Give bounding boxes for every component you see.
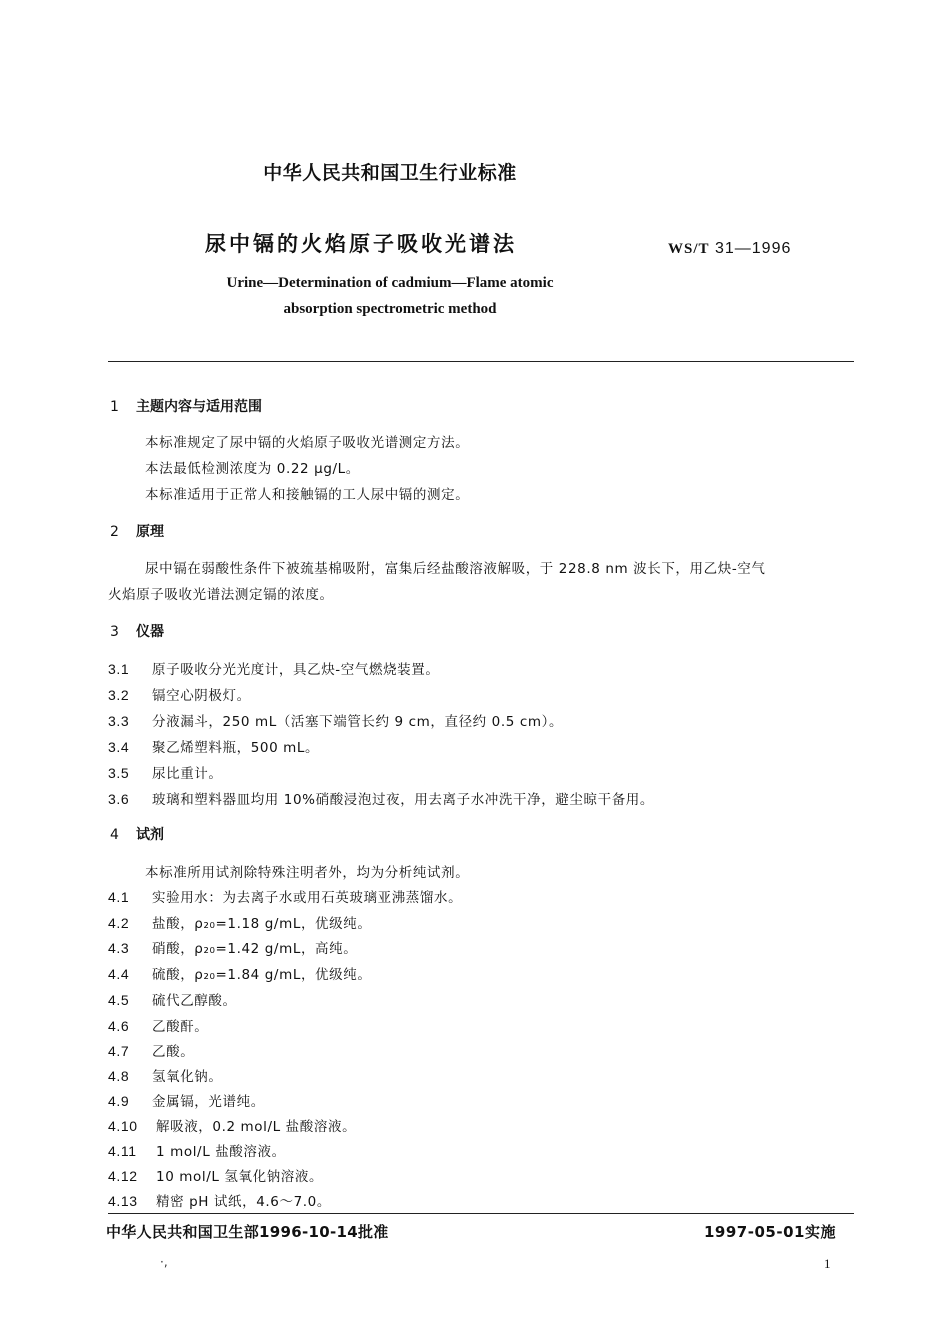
list-item — [108, 762, 223, 782]
list-item — [108, 788, 654, 808]
item-text: 聚乙烯塑料瓶，500 mL。 — [152, 740, 320, 756]
section-number: 2 — [110, 524, 119, 540]
section-title: 原理 — [136, 524, 164, 540]
item-number: 3.5 — [108, 765, 130, 781]
item-number: 4.7 — [108, 1043, 130, 1059]
section-number: 3 — [110, 624, 119, 640]
title-english-line2: absorption spectrometric method — [283, 301, 497, 317]
standard-code — [668, 240, 791, 258]
item-number: 4.10 — [108, 1118, 138, 1134]
item-number: 4.12 — [108, 1168, 138, 1184]
section-4-heading — [110, 824, 164, 844]
item-number: 3.2 — [108, 687, 130, 703]
list-item — [108, 1040, 194, 1060]
list-item — [108, 1140, 286, 1160]
page-number: 1 — [824, 1256, 831, 1271]
list-item — [108, 1190, 331, 1210]
item-text: 原子吸收分光光度计，具乙炔-空气燃烧装置。 — [152, 662, 440, 678]
approval-line: 中华人民共和国卫生部1996-10-14批准 — [106, 1223, 389, 1241]
standard-name: 中华人民共和国卫生行业标准 — [263, 162, 517, 184]
section-number: 4 — [110, 827, 119, 843]
item-number: 4.2 — [108, 915, 130, 931]
list-item — [108, 1090, 265, 1110]
item-number: 4.3 — [108, 940, 130, 956]
item-number: 3.1 — [108, 661, 130, 677]
item-number: 4.5 — [108, 992, 130, 1008]
list-item — [108, 1165, 323, 1185]
list-item — [108, 1115, 356, 1135]
header-divider — [108, 361, 854, 362]
footer-divider — [108, 1213, 854, 1214]
item-number: 3.3 — [108, 713, 130, 729]
item-number: 4.13 — [108, 1193, 138, 1209]
implementation-line: 1997-05-01实施 — [704, 1223, 836, 1241]
list-item — [108, 937, 357, 957]
paragraph: 火焰原子吸收光谱法测定镉的浓度。 — [108, 587, 334, 603]
item-text: 金属镉，光谱纯。 — [152, 1094, 265, 1110]
title-chinese: 尿中镉的火焰原子吸收光谱法 — [205, 232, 517, 256]
section-title: 试剂 — [136, 827, 164, 843]
section-3-heading — [110, 621, 164, 641]
list-item — [108, 684, 251, 704]
item-number: 3.6 — [108, 791, 130, 807]
scan-mark: ·, — [160, 1255, 168, 1269]
list-item — [108, 963, 371, 983]
list-item — [108, 989, 237, 1009]
list-item — [108, 736, 319, 756]
item-text: 硝酸，ρ₂₀=1.42 g/mL，高纯。 — [152, 941, 358, 957]
item-text: 解吸液，0.2 mol/L 盐酸溶液。 — [156, 1119, 357, 1135]
item-text: 尿比重计。 — [152, 766, 223, 782]
section-1-heading — [110, 396, 262, 416]
item-text: 10 mol/L 氢氧化钠溶液。 — [156, 1169, 324, 1185]
item-number: 4.9 — [108, 1093, 130, 1109]
list-item — [108, 886, 462, 906]
list-item — [108, 1065, 223, 1085]
list-item — [108, 912, 371, 932]
item-text: 镉空心阴极灯。 — [152, 688, 251, 704]
section-title: 主题内容与适用范围 — [136, 399, 262, 415]
standard-code-number: 31—1996 — [714, 240, 792, 257]
list-item — [108, 658, 439, 678]
item-text: 精密 pH 试纸，4.6～7.0。 — [156, 1194, 331, 1210]
item-number: 4.4 — [108, 966, 130, 982]
item-text: 分液漏斗，250 mL（活塞下端管长约 9 cm，直径约 0.5 cm）。 — [152, 714, 564, 730]
item-text: 乙酸酐。 — [152, 1019, 209, 1035]
paragraph: 本标准所用试剂除特殊注明者外，均为分析纯试剂。 — [145, 865, 470, 881]
item-number: 3.4 — [108, 739, 130, 755]
item-text: 乙酸。 — [152, 1044, 195, 1060]
paragraph: 本标准规定了尿中镉的火焰原子吸收光谱测定方法。 — [145, 435, 470, 451]
section-2-heading — [110, 521, 164, 541]
section-title: 仪器 — [136, 624, 164, 640]
item-text: 氢氧化钠。 — [152, 1069, 223, 1085]
item-text: 硫代乙醇酸。 — [152, 993, 237, 1009]
standard-code-prefix: WS/T — [668, 241, 710, 257]
item-number: 4.11 — [108, 1143, 137, 1159]
item-number: 4.1 — [108, 889, 130, 905]
list-item — [108, 710, 563, 730]
title-english-line1: Urine—Determination of cadmium—Flame atomic — [226, 275, 554, 291]
item-number: 4.6 — [108, 1018, 130, 1034]
item-text: 玻璃和塑料器皿均用 10%硝酸浸泡过夜，用去离子水冲洗干净，避尘晾干备用。 — [152, 792, 654, 808]
item-text: 硫酸，ρ₂₀=1.84 g/mL，优级纯。 — [152, 967, 372, 983]
list-item — [108, 1015, 208, 1035]
item-number: 4.8 — [108, 1068, 130, 1084]
paragraph: 本法最低检测浓度为 0.22 μg/L。 — [145, 461, 360, 477]
section-number: 1 — [110, 399, 119, 415]
item-text: 1 mol/L 盐酸溶液。 — [156, 1144, 286, 1160]
item-text: 盐酸，ρ₂₀=1.18 g/mL，优级纯。 — [152, 916, 372, 932]
paragraph: 本标准适用于正常人和接触镉的工人尿中镉的测定。 — [145, 487, 470, 503]
paragraph: 尿中镉在弱酸性条件下被巯基棉吸附，富集后经盐酸溶液解吸，于 228.8 nm 波长下，用乙炔-空气 — [145, 561, 766, 577]
item-text: 实验用水：为去离子水或用石英玻璃亚沸蒸馏水。 — [152, 890, 463, 906]
